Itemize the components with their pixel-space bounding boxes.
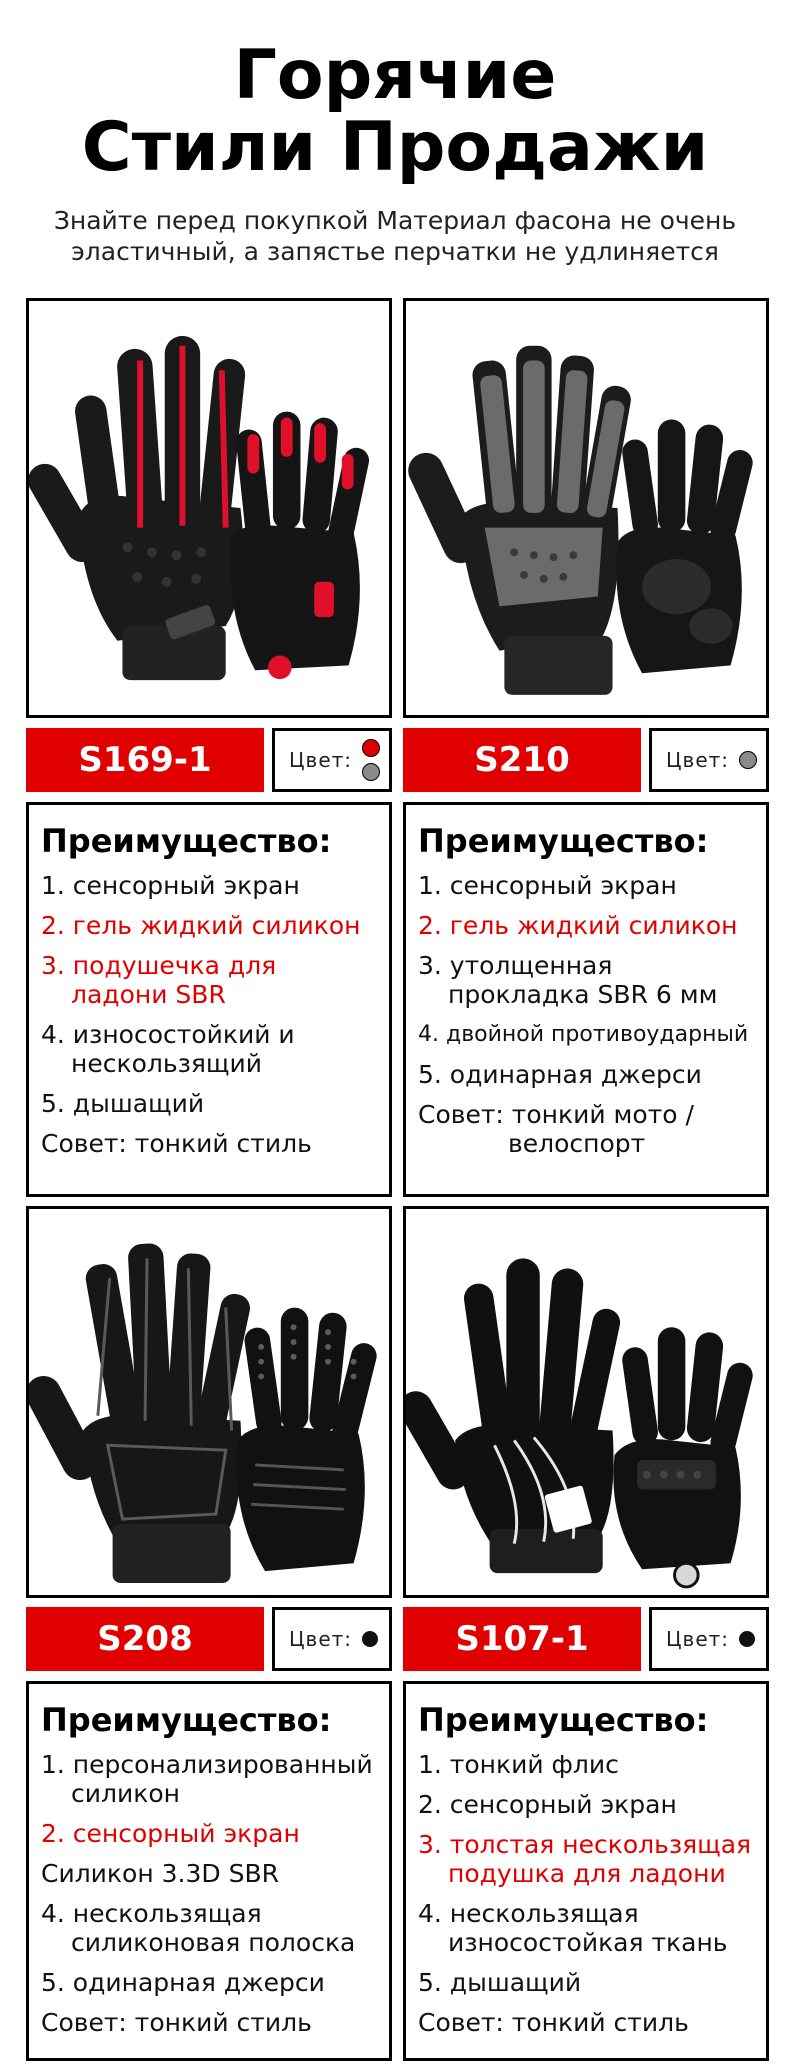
advantage-item: 5. дышащий bbox=[41, 1089, 205, 1118]
advice-text: Совет: тонкий стиль bbox=[41, 1129, 312, 1158]
advantages-title: Преимущество: bbox=[41, 1701, 332, 1739]
advantage-item: 5. дышащий bbox=[418, 1968, 582, 1997]
color-selector-s210[interactable] bbox=[649, 728, 769, 792]
advantage-item: 5. одинарная джерси bbox=[418, 1060, 702, 1089]
glove-illustration-s210 bbox=[406, 301, 766, 715]
advantages-title: Преимущество: bbox=[41, 822, 332, 860]
advantage-item: 4. двойной противоударный bbox=[418, 1022, 749, 1047]
advantage-item: 3. толстая нескользящая подушка для ладони bbox=[418, 1830, 752, 1888]
color-label: Цвет: bbox=[666, 748, 730, 772]
product-photo-s169-1[interactable] bbox=[26, 298, 392, 718]
advantage-item: 3. подушечка для ладони SBR bbox=[41, 951, 277, 1009]
subtitle-line-2: эластичный, а запястье перчатки не удлиняется bbox=[71, 237, 719, 266]
color-swatch-black[interactable] bbox=[739, 1631, 755, 1647]
page-title-line-2: Стили Продажи bbox=[81, 108, 709, 187]
subtitle-line-1: Знайте перед покупкой Материал фасона не очень bbox=[53, 206, 737, 235]
advantage-item: 4. износостойкий и нескользящий bbox=[41, 1020, 295, 1078]
color-label: Цвет: bbox=[289, 748, 353, 772]
advantages-title: Преимущество: bbox=[418, 1701, 709, 1739]
product-code-s208: S208 bbox=[26, 1607, 264, 1671]
advantage-item: 1. сенсорный экран bbox=[41, 871, 300, 900]
color-label: Цвет: bbox=[289, 1627, 353, 1651]
advantage-item: 1. тонкий флис bbox=[418, 1750, 619, 1779]
advice-line-2: велоспорт bbox=[508, 1129, 646, 1158]
advice-line-1: Совет: тонкий мото / bbox=[418, 1100, 694, 1129]
product-photo-s107-1[interactable] bbox=[403, 1206, 769, 1598]
product-code-s169-1: S169-1 bbox=[26, 728, 264, 792]
advantage-item: 4. нескользящая износостойкая ткань bbox=[418, 1899, 728, 1957]
color-label: Цвет: bbox=[666, 1627, 730, 1651]
advantages-card-s208 bbox=[26, 1681, 392, 2061]
advantage-item: 4. нескользящая силиконовая полоска bbox=[41, 1899, 356, 1957]
color-swatch-black[interactable] bbox=[362, 1631, 378, 1647]
color-selector-s169-1[interactable] bbox=[272, 728, 392, 792]
advantage-item: 3. утолщенная прокладка SBR 6 мм bbox=[418, 951, 718, 1009]
advantage-item: 1. персонализированный силикон bbox=[41, 1750, 373, 1808]
product-code-s107-1: S107-1 bbox=[403, 1607, 641, 1671]
glove-illustration-s169-1 bbox=[29, 301, 389, 715]
glove-illustration-s107-1 bbox=[406, 1209, 766, 1595]
glove-illustration-s208 bbox=[29, 1209, 389, 1595]
advice-text: Совет: тонкий стиль bbox=[418, 2008, 689, 2037]
advantages-card-s107-1 bbox=[403, 1681, 769, 2061]
color-swatch-red[interactable] bbox=[362, 739, 380, 757]
advantage-item: 2. гель жидкий силикон bbox=[418, 911, 738, 940]
advice-text bbox=[418, 1100, 754, 1158]
product-photo-s208[interactable] bbox=[26, 1206, 392, 1598]
advantages-title: Преимущество: bbox=[418, 822, 709, 860]
advantage-item: 5. одинарная джерси bbox=[41, 1968, 325, 1997]
advantage-item: 1. сенсорный экран bbox=[418, 871, 677, 900]
advantages-card-s210 bbox=[403, 802, 769, 1197]
advantages-card-s169-1 bbox=[26, 802, 392, 1197]
color-swatch-grey[interactable] bbox=[739, 751, 757, 769]
color-selector-s208[interactable] bbox=[272, 1607, 392, 1671]
page-title-line-1: Горячие bbox=[233, 36, 557, 115]
advantage-item: 2. сенсорный экран bbox=[41, 1819, 300, 1848]
product-photo-s210[interactable] bbox=[403, 298, 769, 718]
advantage-item: Силикон 3.3D SBR bbox=[41, 1859, 279, 1888]
advantage-item: 2. сенсорный экран bbox=[418, 1790, 677, 1819]
advice-text: Совет: тонкий стиль bbox=[41, 2008, 312, 2037]
product-code-s210: S210 bbox=[403, 728, 641, 792]
advantage-item: 2. гель жидкий силикон bbox=[41, 911, 361, 940]
color-selector-s107-1[interactable] bbox=[649, 1607, 769, 1671]
color-swatch-grey[interactable] bbox=[362, 763, 380, 781]
